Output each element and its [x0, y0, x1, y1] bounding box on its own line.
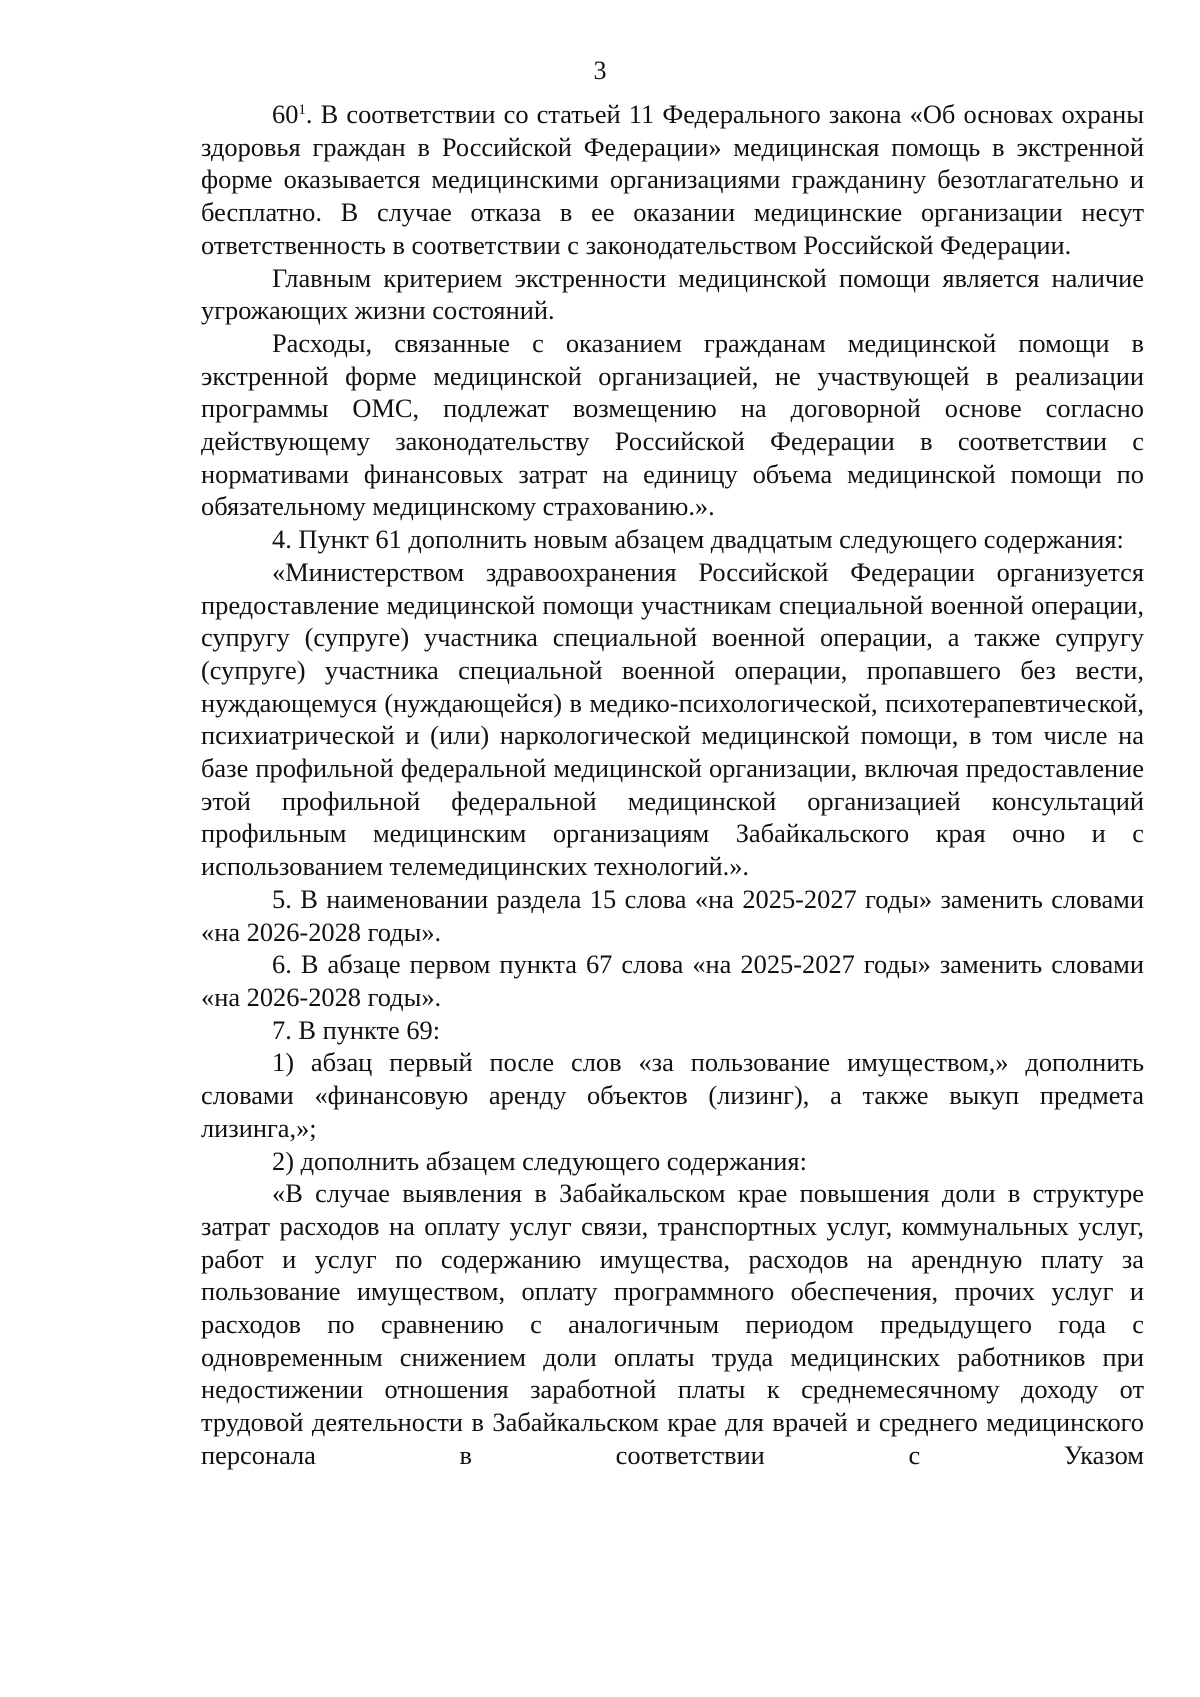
superscript-index: 1: [298, 102, 306, 118]
paragraph-item-7-1: 1) абзац первый после слов «за пользование имуществом,» дополнить словами «финансовую аренду объектов (лизинг), а также выкуп предмета лизинга,»;: [201, 1047, 1144, 1143]
paragraph-item-5: 5. В наименовании раздела 15 слова «на 2025-2027 годы» заменить словами «на 2026-2028 годы».: [201, 883, 1144, 947]
paragraph-item-6: 6. В абзаце первом пункта 67 слова «на 2025-2027 годы» заменить словами «на 2026-2028 годы».: [201, 949, 1144, 1012]
paragraph-text: . В соответствии со статьей 11 Федерального закона «Об основах охраны здоровья граждан в Российской Федерации» медицинская помощь в экстренной форме оказывается медицинскими организациями гражданину безотлагательно и бесплатно. В случае отказа в ее оказании медицинские организации несут ответственность в соответствии с законодательством Российской Федерации.: [201, 99, 1144, 260]
paragraph-main-criterion: Главным критерием экстренности медицинской помощи является наличие угрожающих жизни состояний.: [201, 262, 1144, 326]
paragraph-ministry-quote: «Министерством здравоохранения Российской Федерации организуется предоставление медицинской помощи участникам специальной военной операции, супругу (супруге) участника специальной военной операции, а также супругу (супруге) участника специальной военной операции, пропавшего без вести, нуждающемуся (нуждающейся) в медико-психологической, психотерапевтической, психиатрической и (или) наркологической медицинской помощи, в том числе на базе профильной федеральной медицинской организации, включая предоставление этой профильной федеральной медицинской организацией консультаций профильным медицинским организациям Забайкальского края очно и с использованием телемедицинских технологий.».: [201, 556, 1144, 882]
paragraph-item-7: 7. В пункте 69:: [272, 1014, 441, 1045]
paragraph-number: 60: [272, 99, 299, 129]
document-body: [201, 98, 1144, 1472]
paragraph-item-7-2: 2) дополнить абзацем следующего содержания:: [272, 1145, 807, 1176]
page-number: 3: [593, 56, 607, 85]
paragraph-expenses: Расходы, связанные с оказанием гражданам медицинской помощи в экстренной форме медицинской организацией, не участвующей в реализации программы ОМС, подлежат возмещению на договорной основе согласно действующему законодательству Российской Федерации в соответствии с нормативами финансовых затрат на единицу объема медицинской помощи по обязательному медицинскому страхованию.».: [201, 327, 1144, 522]
paragraph-60-1: [201, 98, 1144, 262]
paragraph-item-4: 4. Пункт 61 дополнить новым абзацем двадцатым следующего содержания:: [272, 524, 1124, 555]
paragraph-cost-structure-quote: «В случае выявления в Забайкальском крае повышения доли в структуре затрат расходов на оплату услуг связи, транспортных услуг, коммунальных услуг, работ и услуг по содержанию имущества, расходов на арендную плату за пользование имуществом, оплату программного обеспечения, прочих услуг и расходов по сравнению с аналогичным периодом предыдущего года с одновременным снижением доли оплаты труда медицинских работников при недостижении отношения заработной платы к среднемесячному доходу от трудовой деятельности в Забайкальском крае для врачей и среднего медицинского персонала в соответствии с Указом: [201, 1178, 1144, 1470]
